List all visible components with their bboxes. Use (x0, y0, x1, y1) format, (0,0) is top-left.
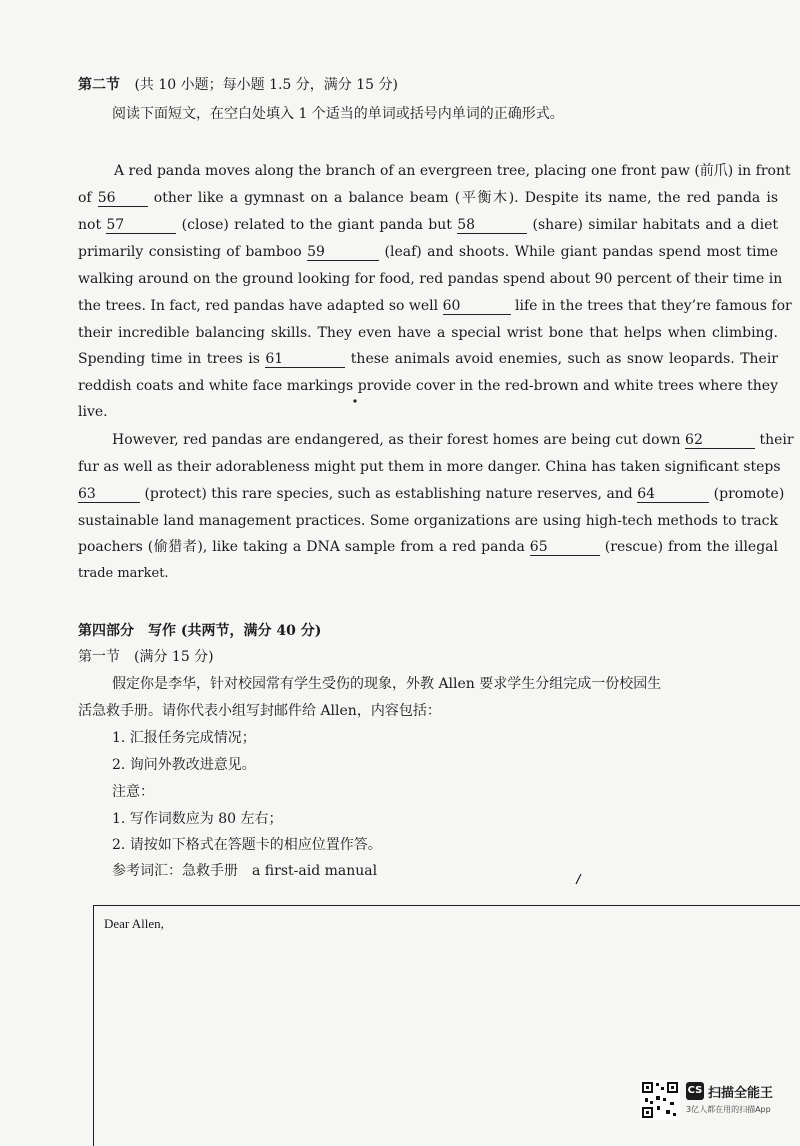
blank-59[interactable]: 59 (307, 244, 379, 261)
scanner-watermark (640, 1080, 800, 1124)
notes-label: 注意： (112, 784, 154, 800)
passage-line-3: not 57 (close) related to the giant panda but 58 (share) similar habitats and a diet (78, 217, 778, 233)
blank-64[interactable]: 64 (637, 486, 709, 503)
ink-dot-mark (352, 398, 358, 404)
letter-salutation: Dear Allen, (104, 916, 164, 931)
vocab-hint: 参考词汇：急救手册 a first-aid manual (112, 863, 378, 879)
passage-line-2: of 56 other like a gymnast on a balance beam (平衡木). Despite its name, the red panda is (78, 190, 779, 206)
passage-line-15: poachers (偷猎者), like taking a DNA sample from a red panda 65 (rescue) from the illegal (78, 539, 779, 555)
scanner-brand: 扫描全能王 (708, 1086, 774, 1101)
blank-57[interactable]: 57 (106, 217, 176, 234)
passage-line-14: sustainable land management practices. Some organizations are using high-tech methods to track (78, 513, 778, 529)
writing-prompt-line-2: 活急救手册。请你代表小组写封邮件给 Allen，内容包括： (78, 703, 441, 719)
passage-line-7: their incredible balancing skills. They even have a special wrist bone that helps when climbing. (78, 325, 778, 341)
part4-heading: 第四部分 写作 (共两节，满分 40 分) (78, 623, 322, 639)
passage-line-16: trade market. (78, 566, 169, 581)
blank-63[interactable]: 63 (78, 486, 140, 503)
passage-line-8: Spending time in trees is 61 these animals avoid enemies, such as snow leopards. Their (78, 351, 778, 367)
part4-sub-heading: 第一节 (满分 15 分) (78, 649, 214, 665)
writing-item-1: 1. 汇报任务完成情况； (112, 730, 256, 746)
section2-heading: 第二节 (78, 77, 120, 93)
passage-line-1: A red panda moves along the branch of an evergreen tree, placing one front paw (前爪) in front (114, 163, 791, 179)
section2-heading-info: (共 10 小题；每小题 1.5 分，满分 15 分) (134, 77, 398, 93)
section2-heading-line (78, 76, 778, 94)
passage-line-4: primarily consisting of bamboo 59 (leaf) and shoots. While giant pandas spend most time (78, 244, 779, 260)
passage-line-10: live. (78, 404, 108, 420)
blank-62[interactable]: 62 (685, 432, 755, 449)
camscanner-logo: CS (686, 1082, 704, 1100)
blank-60[interactable]: 60 (443, 298, 511, 315)
writing-item-2: 2. 询问外教改进意见。 (112, 757, 256, 773)
passage-line-6: the trees. In fact, red pandas have adapted so well 60 life in the trees that they’re famous for (78, 298, 792, 314)
blank-58[interactable]: 58 (457, 217, 527, 234)
qr-code-icon (640, 1080, 680, 1120)
passage-line-5: walking around on the ground looking for food, red pandas spend about 90 percent of their time in (78, 271, 783, 287)
passage-line-9: reddish coats and white face markings provide cover in the red-brown and white trees where they (78, 378, 778, 394)
note-1: 1. 写作词数应为 80 左右； (112, 811, 283, 827)
passage-line-12: fur as well as their adorableness might put them in more danger. China has taken significant steps (78, 459, 781, 475)
passage-line-11: However, red pandas are endangered, as their forest homes are being cut down 62 their (112, 432, 794, 448)
note-2: 2. 请按如下格式在答题卡的相应位置作答。 (112, 837, 382, 853)
scanner-slogan: 3亿人都在用的扫描App (686, 1105, 771, 1114)
writing-prompt-line-1: 假定你是李华，针对校园常有学生受伤的现象，外教 Allen 要求学生分组完成一份校园生 (112, 676, 662, 692)
pen-stroke-mark (574, 872, 584, 886)
blank-65[interactable]: 65 (530, 539, 600, 556)
section2-instruction: 阅读下面短文，在空白处填入 1 个适当的单词或括号内单词的正确形式。 (112, 106, 564, 122)
blank-56[interactable]: 56 (98, 190, 148, 207)
passage-line-13: 63 (protect) this rare species, such as establishing nature reserves, and 64 (promote) (78, 486, 785, 502)
blank-61[interactable]: 61 (265, 351, 345, 368)
